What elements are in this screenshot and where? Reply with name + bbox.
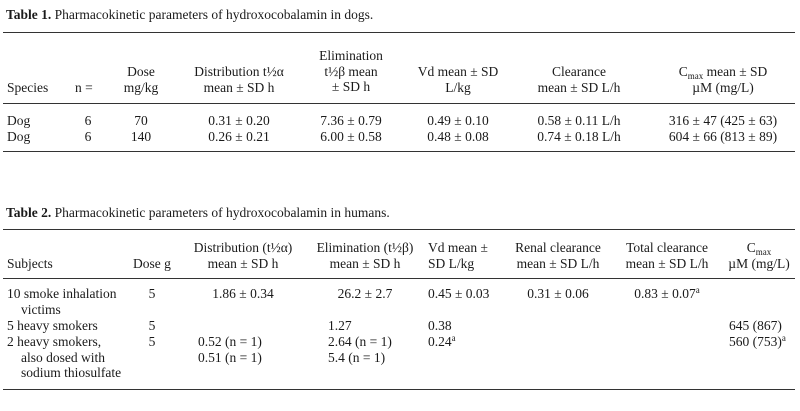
t2-header-vd: Vd mean ± SD L/kg [428, 240, 488, 271]
t2-cell-subjects: 5 heavy smokers [7, 318, 98, 333]
t1-cell-dose: 140 [130, 129, 152, 144]
t2-cell-renal-clearance: 0.31 ± 0.06 [527, 286, 589, 301]
table1-caption [6, 7, 373, 23]
t2-header-cmax: $C_{max}$ µM (mg/L) [728, 240, 790, 271]
table2-top-rule [3, 229, 795, 230]
t1-header-n: n = [75, 80, 93, 95]
t1-header-dose: Dose mg/kg [123, 64, 159, 95]
t2-cell-subjects: 10 smoke inhalation victims [7, 286, 117, 317]
t1-cell-distribution: 0.26 ± 0.21 [208, 129, 270, 144]
t1-cell-species: Dog [7, 129, 31, 144]
t2-header-elimination: Elimination (t½β) mean ± SD h [316, 240, 414, 271]
t2-cell-cmax: 560 $(753)^a$ [729, 333, 786, 349]
t2-header-dose: Dose g [133, 256, 171, 271]
t2-header-total-clearance: Total clearance mean ± SD L/h [625, 240, 709, 271]
t2-cell-elimination: 26.2 ± 2.7 [337, 286, 393, 301]
t2-cell-dose: 5 [148, 318, 156, 333]
t2-cell-cmax: 645 (867) [729, 318, 782, 333]
footnote-marker: a [695, 285, 700, 295]
t1-header-distribution: Distribution t½α mean ± SD h [194, 64, 284, 95]
t1-cell-clearance: 0.74 ± 0.18 L/h [537, 129, 621, 144]
table2-bottom-rule [3, 389, 795, 390]
t1-cell-n: 6 [84, 113, 92, 128]
t2-cell-elimination: 2.64 (n = 1) 5.4 (n = 1) [328, 334, 392, 365]
t1-cell-cmax: 316 ± 47 (425 ± 63) [668, 113, 778, 128]
t2-cell-subjects: 2 heavy smokers, also dosed with sodium thiosulfate [7, 334, 122, 380]
t2-cell-dose: 5 [148, 334, 156, 349]
table1-bottom-rule [3, 151, 795, 152]
table2-header-rule [3, 278, 795, 279]
t1-cell-elimination: 6.00 ± 0.58 [320, 129, 382, 144]
t2-cell-distribution: 1.86 ± 0.34 [212, 286, 274, 301]
t1-header-clearance: Clearance mean ± SD L/h [537, 64, 621, 95]
table1-caption-text: Pharmacokinetic parameters of hydroxocobalamin in dogs. [54, 7, 374, 22]
t2-cell-vd: 0.24$^a$ [428, 333, 456, 349]
t2-header-subjects: Subjects [7, 256, 53, 271]
t1-cell-vd: 0.49 ± 0.10 [427, 113, 489, 128]
t1-cell-species: Dog [7, 113, 31, 128]
t1-header-vd: Vd mean ± SD L/kg [417, 64, 499, 95]
t1-cell-n: 6 [84, 129, 92, 144]
t1-cell-cmax: 604 ± 66 (813 ± 89) [668, 129, 778, 144]
t1-header-species: Species [7, 80, 49, 95]
t2-header-distribution: Distribution (t½α) mean ± SD h [193, 240, 293, 271]
t1-header-elimination: Elimination t½β mean ± SD h [319, 48, 383, 94]
table1-header-rule [3, 103, 795, 104]
t1-header-cmax: $C_{max}$ mean ± SD µM (mg/L) [678, 64, 768, 95]
t2-cell-distribution: 0.52 (n = 1) 0.51 (n = 1) [198, 334, 262, 365]
table2-caption-text: Pharmacokinetic parameters of hydroxocobalamin in humans. [54, 205, 390, 220]
table1-caption-label: Table 1. [6, 7, 52, 22]
footnote-marker: a [451, 333, 456, 343]
table2-caption-label: Table 2. [6, 205, 52, 220]
t2-cell-vd: 0.38 [428, 318, 452, 333]
t2-cell-elimination: 1.27 [328, 318, 352, 333]
t1-cell-distribution: 0.31 ± 0.20 [208, 113, 270, 128]
t1-cell-vd: 0.48 ± 0.08 [427, 129, 489, 144]
table2-caption [6, 205, 390, 221]
t2-cell-total-clearance: 0.83 ± 0.07$^a$ [634, 285, 700, 301]
table1-top-rule [3, 32, 795, 33]
t1-cell-clearance: 0.58 ± 0.11 L/h [537, 113, 621, 128]
footnote-marker: a [781, 333, 786, 343]
t2-cell-dose: 5 [148, 286, 156, 301]
t2-cell-vd: 0.45 ± 0.03 [428, 286, 490, 301]
t1-cell-elimination: 7.36 ± 0.79 [320, 113, 382, 128]
t2-header-renal-clearance: Renal clearance mean ± SD L/h [515, 240, 601, 271]
t1-cell-dose: 70 [134, 113, 148, 128]
